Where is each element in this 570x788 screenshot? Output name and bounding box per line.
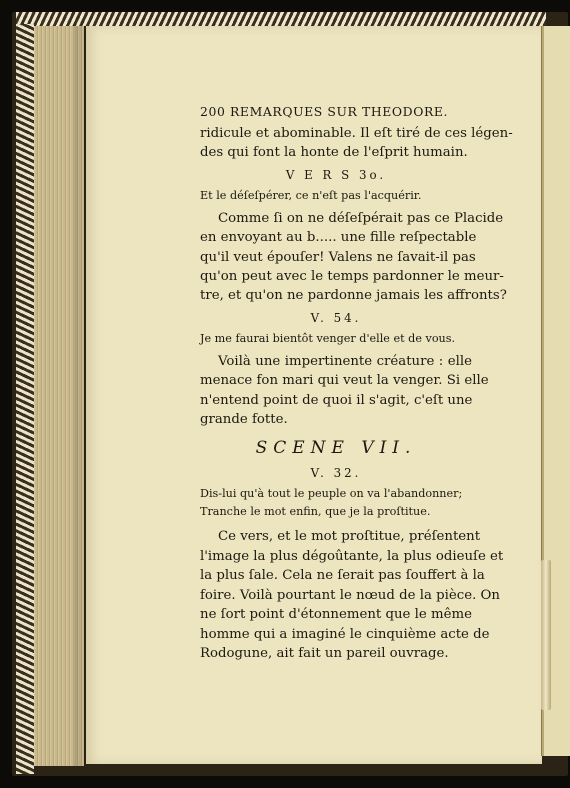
- page-text: [200, 100, 513, 663]
- text-line: n'entend point de quoi il s'agit, c'eſt une: [200, 392, 473, 408]
- text-line: l'image la plus dégoûtante, la plus odieuſe et: [200, 548, 504, 564]
- verse-heading: V. 32.: [310, 466, 362, 481]
- text-line: Rodogune, ait fait un pareil ouvrage.: [200, 645, 449, 661]
- binding-braid-top: [16, 12, 546, 26]
- bookmark-ribbon: [541, 560, 551, 710]
- verse-heading: V. 54.: [310, 310, 362, 325]
- text-block: [200, 124, 513, 163]
- quoted-verse: Je me faurai bientôt venger d'elle et de vous.: [200, 331, 456, 345]
- text-line: grande fotte.: [200, 412, 288, 428]
- text-line: foire. Voilà pourtant le nœud de la pièce. On: [200, 587, 500, 603]
- text-line: menace fon mari qui veut la venger. Si elle: [200, 373, 489, 389]
- text-block: [200, 527, 504, 663]
- text-line: tre, et qu'on ne pardonne jamais les affronts?: [200, 288, 507, 304]
- text-line: des qui font la honte de l'eſprit humain.: [200, 145, 468, 161]
- text-line: Voilà une impertinente créature : elle: [218, 353, 472, 369]
- text-line: la plus ſale. Cela ne ſerait pas ſouffert à la: [200, 568, 485, 584]
- text-line: qu'il veut épouſer! Valens ne ſavait-il pas: [200, 249, 476, 265]
- quoted-verse: Et le déſeſpérer, ce n'eſt pas l'acquérir.: [200, 188, 422, 202]
- text-block: [200, 209, 507, 306]
- text-line: Comme ſi on ne déſeſpérait pas ce Placide: [218, 210, 504, 226]
- scene-heading: SCENE VII.: [255, 438, 417, 459]
- text-line: ne ſort point d'étonnement que le même: [200, 607, 472, 623]
- text-line: homme qui a imaginé le cinquième acte de: [200, 626, 490, 642]
- text-line: Ce vers, et le mot proſtitue, préſentent: [218, 529, 481, 545]
- text-block: [200, 352, 489, 430]
- quoted-verse: Dis-lui qu'à tout le peuple on va l'abandonner;: [200, 487, 463, 501]
- text-line: en envoyant au b..... une fille reſpectable: [200, 230, 477, 246]
- quoted-verse: Tranche le mot enfin, que je la proſtitue.: [200, 505, 431, 519]
- text-line: ridicule et abominable. Il eſt tiré de ces légen-: [200, 126, 513, 141]
- verse-heading: V E R S 3o.: [285, 167, 387, 182]
- running-header: 200 REMARQUES SUR THEODORE.: [200, 104, 449, 119]
- text-line: qu'on peut avec le temps pardonner le meur-: [200, 269, 504, 285]
- binding-braid-left: [16, 24, 34, 774]
